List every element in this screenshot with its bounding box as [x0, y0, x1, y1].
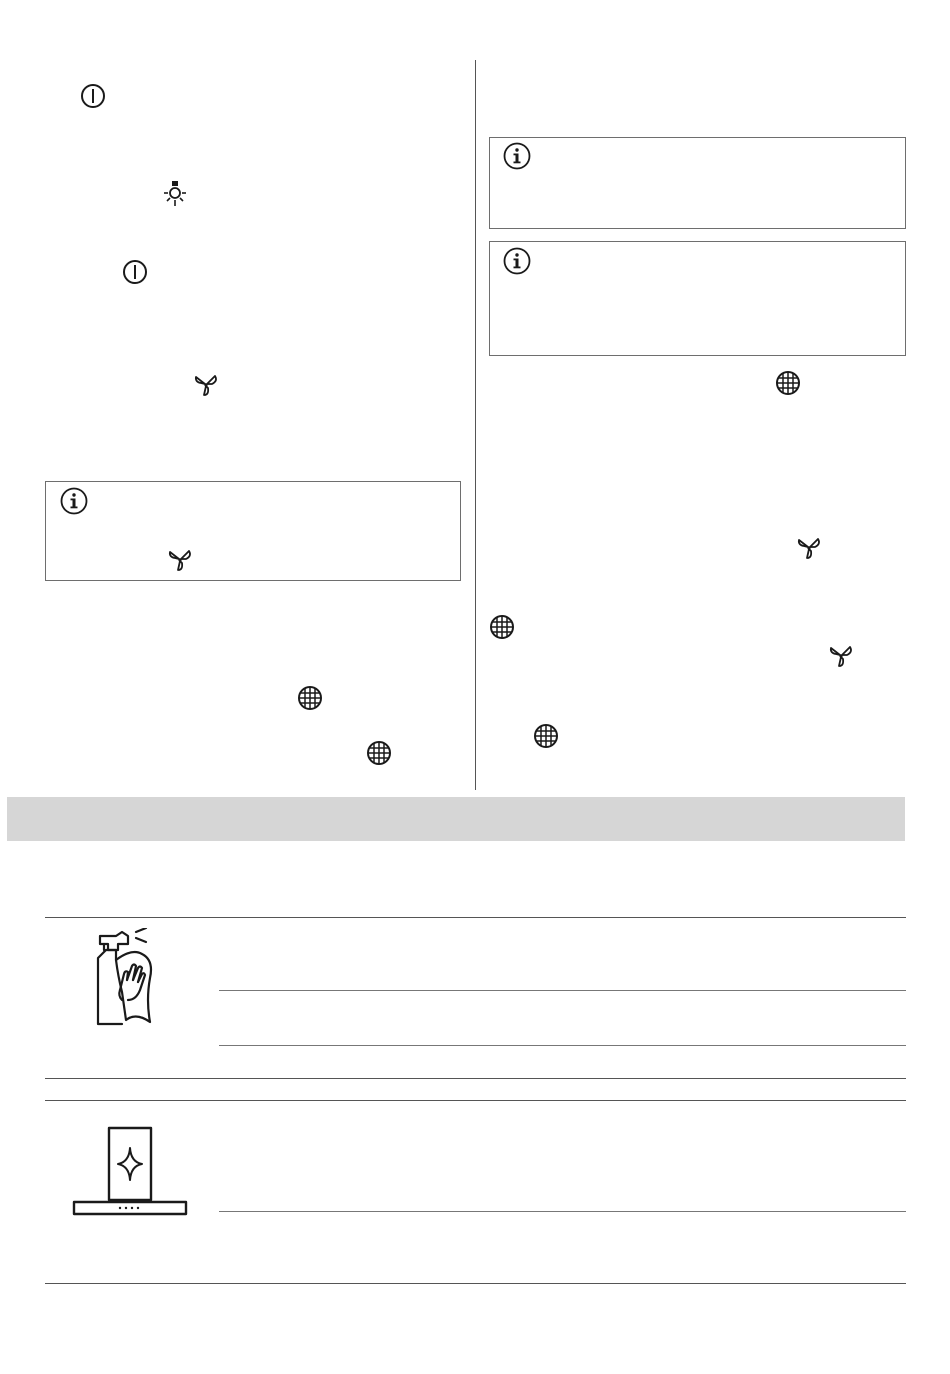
table-rule [45, 1078, 906, 1079]
cooker-hood-icon [72, 1126, 190, 1218]
info-box [45, 481, 461, 581]
grease-filter-icon [775, 370, 801, 396]
table-rule [45, 917, 906, 918]
info-icon [503, 142, 531, 170]
table-rule [45, 1283, 906, 1284]
fan-icon [796, 536, 822, 560]
power-icon [122, 259, 148, 285]
column-divider [475, 60, 476, 790]
fan-icon [193, 373, 219, 397]
light-icon [162, 180, 188, 208]
info-icon [60, 487, 88, 515]
table-rule [219, 1211, 906, 1212]
grease-filter-icon [533, 723, 559, 749]
table-rule [219, 1045, 906, 1046]
power-icon [80, 83, 106, 109]
table-rule [219, 990, 906, 991]
grease-filter-icon [489, 614, 515, 640]
fan-icon [167, 548, 193, 572]
spray-cloth-icon [92, 928, 162, 1028]
grease-filter-icon [366, 740, 392, 766]
section-header-bar [7, 797, 905, 841]
info-box [489, 241, 906, 356]
info-box [489, 137, 906, 229]
fan-icon [828, 644, 854, 668]
table-rule [45, 1100, 906, 1101]
info-icon [503, 247, 531, 275]
grease-filter-icon [297, 685, 323, 711]
